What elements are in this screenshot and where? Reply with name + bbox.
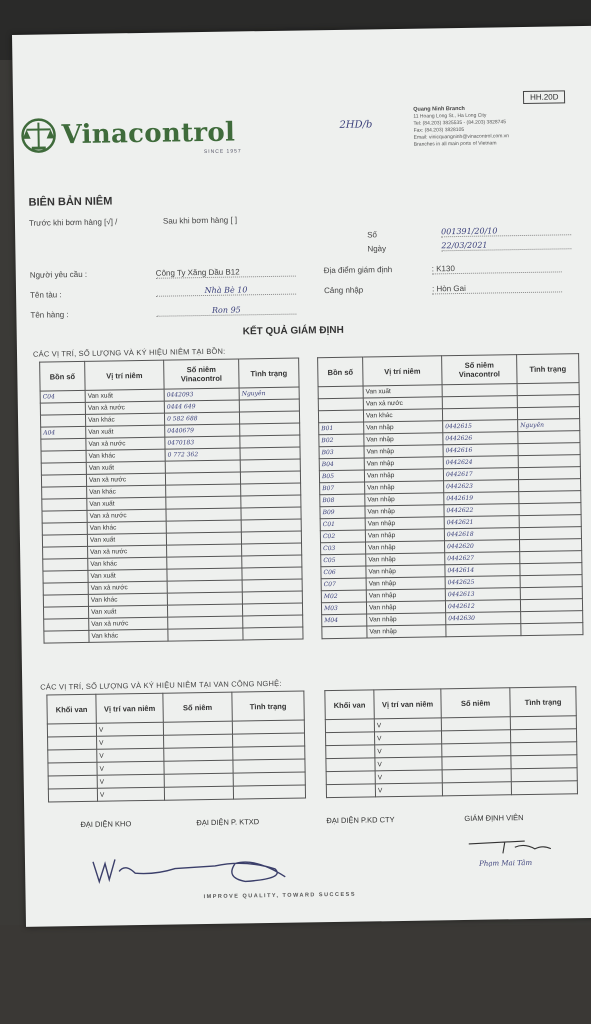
empty-cell xyxy=(511,781,577,795)
seal-number-cell: 0440679 xyxy=(165,424,240,437)
status-cell xyxy=(517,407,579,420)
branch-line: Branches in all main ports of Vietnam xyxy=(413,140,497,148)
valve-mark-cell: V xyxy=(375,757,442,771)
empty-cell xyxy=(48,775,97,789)
status-cell xyxy=(518,443,580,456)
empty-cell xyxy=(442,769,511,783)
requester-label: Người yêu cầu : xyxy=(29,269,88,280)
seal-position-cell: Van xả nước xyxy=(86,437,165,450)
seal-position-cell: Van nhập xyxy=(366,589,445,602)
seal-number-cell: 0442614 xyxy=(445,564,520,577)
col-header: Vị trí van niêm xyxy=(374,689,441,719)
tank-number-cell xyxy=(318,386,363,399)
sig-label-warehouse: ĐẠI DIỆN KHO xyxy=(80,819,132,830)
empty-cell xyxy=(325,719,374,733)
seal-position-cell: Van nhập xyxy=(366,565,445,578)
tank-number-cell xyxy=(41,450,86,463)
seal-position-cell: Van khác xyxy=(87,521,166,534)
empty-cell xyxy=(326,771,375,785)
since-label: SINCE 1957 xyxy=(203,148,242,156)
seal-number-cell: 0 582 688 xyxy=(164,412,239,425)
seal-position-cell: Van xả nước xyxy=(88,581,167,594)
tank-number-cell xyxy=(322,626,367,639)
seal-position-cell: Van xả nước xyxy=(363,397,442,410)
branch-info xyxy=(413,105,509,148)
status-cell xyxy=(240,459,300,472)
status-cell xyxy=(520,575,582,588)
tank-number-cell: M02 xyxy=(321,590,366,603)
valve-mark-cell: V xyxy=(375,770,442,784)
tank-number-cell: C04 xyxy=(40,390,85,403)
valve-mark-cell: V xyxy=(97,735,164,749)
tank-number-cell xyxy=(42,510,87,523)
status-cell xyxy=(241,483,301,496)
seal-position-cell: Van xả nước xyxy=(85,401,164,414)
seal-position-cell: Van khác xyxy=(363,409,442,422)
sig-label-ktxd: ĐẠI DIỆN P. KTXD xyxy=(196,817,260,828)
empty-cell xyxy=(233,733,305,747)
signature-warehouse xyxy=(85,839,306,897)
seal-position-cell: Van khác xyxy=(88,557,167,570)
empty-cell xyxy=(510,729,576,743)
seal-number-cell: 0442624 xyxy=(443,456,518,469)
form-code-badge: HH.20D xyxy=(523,90,566,104)
valve-mark-cell: V xyxy=(374,731,441,745)
tank-number-cell: B08 xyxy=(320,494,365,507)
seal-position-cell: Van xuất xyxy=(363,385,442,398)
seal-position-cell: Van nhập xyxy=(365,517,444,530)
so-value: 001391/20/10 xyxy=(441,225,571,237)
tank-number-cell xyxy=(42,522,87,535)
empty-cell xyxy=(511,755,577,769)
goods-label: Tên hàng : xyxy=(30,310,69,320)
goods-value: Ron 95 xyxy=(156,305,296,317)
seal-position-cell: Van khác xyxy=(89,629,168,642)
tech-section-title: CÁC VỊ TRÍ, SỐ LƯỢNG VÀ KÝ HIỆU NIÊM TẠI VAN CÔNG NGHỆ: xyxy=(40,678,282,692)
col-header: Bồn số xyxy=(318,357,363,387)
col-header: Số niêm xyxy=(163,692,232,722)
tank-number-cell: B07 xyxy=(320,482,365,495)
tank-number-cell xyxy=(43,594,88,607)
status-cell xyxy=(517,383,579,396)
seal-position-cell: Van nhập xyxy=(365,493,444,506)
empty-cell xyxy=(442,743,511,757)
status-cell xyxy=(519,539,581,552)
empty-cell xyxy=(48,749,97,763)
status-cell xyxy=(240,447,300,460)
location-label: Địa điểm giám định xyxy=(323,265,393,276)
form-title: BIÊN BẢN NIÊM xyxy=(28,195,113,209)
seal-number-cell: 0 772 362 xyxy=(165,448,240,461)
seal-position-cell: Van xả nước xyxy=(88,545,167,558)
col-header: Khối van xyxy=(47,694,96,724)
sig-label-inspector: GIÁM ĐỊNH VIÊN xyxy=(464,813,524,823)
company-name: Vinacontrol xyxy=(61,117,236,151)
col-header: Khối van xyxy=(325,690,374,720)
col-header: Vị trí van niêm xyxy=(96,693,163,723)
empty-cell xyxy=(511,768,577,782)
seal-position-cell: Van xuất xyxy=(87,497,166,510)
seal-position-cell: Van nhập xyxy=(365,505,444,518)
status-cell xyxy=(239,411,299,424)
tank-number-cell: B02 xyxy=(319,434,364,447)
footer-slogan: IMPROVE QUALITY, TOWARD SUCCESS xyxy=(203,891,357,901)
empty-cell xyxy=(164,786,233,800)
empty-cell xyxy=(325,732,374,746)
tank-number-cell xyxy=(43,606,88,619)
tank-number-cell: M03 xyxy=(321,602,366,615)
status-cell xyxy=(519,527,581,540)
valve-mark-cell: V xyxy=(374,718,441,732)
empty-cell xyxy=(326,784,375,798)
empty-cell xyxy=(164,734,233,748)
requester-value: Công Ty Xăng Dầu B12 xyxy=(156,267,296,279)
tank-number-cell: C02 xyxy=(320,530,365,543)
tank-number-cell xyxy=(42,486,87,499)
seal-position-cell: Van xuất xyxy=(88,605,167,618)
tank-number-cell: B04 xyxy=(319,458,364,471)
port-value: : Hòn Gai xyxy=(432,282,562,294)
tank-number-cell: B03 xyxy=(319,446,364,459)
tank-number-cell: B09 xyxy=(320,506,365,519)
seal-position-cell: Van xả nước xyxy=(87,509,166,522)
tech-table-right xyxy=(324,686,578,798)
location-value: : K130 xyxy=(432,262,562,274)
tank-number-cell xyxy=(43,570,88,583)
tank-number-cell: B01 xyxy=(319,422,364,435)
status-cell xyxy=(520,563,582,576)
empty-cell xyxy=(510,716,576,730)
signer-name: Phạm Mai Tâm xyxy=(479,858,533,868)
col-header: Tình trạng xyxy=(510,687,576,717)
status-cell xyxy=(240,435,300,448)
status-cell xyxy=(241,531,301,544)
seal-position-cell: Van nhập xyxy=(366,577,445,590)
col-header: Tình trạng xyxy=(517,354,579,384)
seal-position-cell: Van xuất xyxy=(87,533,166,546)
desk-background-bottom xyxy=(0,925,591,1024)
branch-line: Fax: (84.203) 3828105 xyxy=(413,126,465,134)
tank-number-cell xyxy=(42,534,87,547)
status-cell xyxy=(518,431,580,444)
tank-number-cell: C07 xyxy=(321,578,366,591)
tank-number-cell xyxy=(44,630,89,643)
status-cell xyxy=(519,515,581,528)
status-cell xyxy=(242,579,302,592)
col-header: Vị trí niêm xyxy=(85,360,164,390)
seal-number-cell: 0442620 xyxy=(444,540,519,553)
tank-number-cell xyxy=(40,414,85,427)
status-cell: Nguyên xyxy=(239,387,299,400)
tank-number-cell: A04 xyxy=(41,426,86,439)
tank-number-cell: B05 xyxy=(319,470,364,483)
empty-cell xyxy=(441,730,510,744)
status-cell xyxy=(242,591,302,604)
seal-position-cell: Van nhập xyxy=(366,541,445,554)
seal-number-cell: 0442612 xyxy=(445,600,520,613)
empty-cell xyxy=(164,773,233,787)
branch-name: Quang Ninh Branch xyxy=(413,105,465,113)
ngay-value: 22/03/2021 xyxy=(441,239,571,251)
status-cell xyxy=(519,479,581,492)
document-page xyxy=(12,26,591,927)
empty-cell xyxy=(47,723,96,737)
status-cell xyxy=(243,627,303,640)
col-header: Tình trạng xyxy=(232,691,304,721)
empty-cell xyxy=(233,759,305,773)
seal-position-cell: Van xả nước xyxy=(86,473,165,486)
seal-number-cell: 0442616 xyxy=(443,444,518,457)
sig-label-kd: ĐẠI DIỆN P.KD CTY xyxy=(326,815,395,826)
tank-number-cell xyxy=(318,410,363,423)
seal-number-cell: 0442093 xyxy=(164,388,239,401)
empty-cell xyxy=(326,745,375,759)
seal-number-cell xyxy=(168,628,243,641)
empty-cell xyxy=(163,721,232,735)
status-cell xyxy=(241,495,301,508)
status-cell xyxy=(241,519,301,532)
tank-number-cell xyxy=(41,438,86,451)
status-cell xyxy=(521,611,583,624)
empty-cell xyxy=(442,756,511,770)
seal-number-cell: 0442618 xyxy=(444,528,519,541)
tech-table-left xyxy=(46,690,306,802)
empty-cell xyxy=(48,788,97,802)
status-cell xyxy=(240,423,300,436)
status-cell xyxy=(240,471,300,484)
col-header: Số niêm Vinacontrol xyxy=(442,355,517,385)
seal-number-cell: 0470183 xyxy=(165,436,240,449)
seal-position-cell: Van nhập xyxy=(365,481,444,494)
seal-number-cell: 0442625 xyxy=(445,576,520,589)
status-cell xyxy=(517,395,579,408)
before-pump-checkbox: Trước khi bơm hàng [√] / xyxy=(28,217,118,228)
tank-number-cell xyxy=(44,618,89,631)
status-cell xyxy=(241,507,301,520)
tank-table-right xyxy=(317,353,583,639)
seal-number-cell: 0442622 xyxy=(444,504,519,517)
branch-line: 11 Hoang Long St., Ha Long City xyxy=(413,112,487,120)
vinacontrol-logo-icon xyxy=(19,116,58,160)
tank-number-cell: C05 xyxy=(321,554,366,567)
valve-mark-cell: V xyxy=(97,761,164,775)
status-cell xyxy=(520,587,582,600)
status-cell xyxy=(519,503,581,516)
seal-position-cell: Van nhập xyxy=(364,421,443,434)
seal-position-cell: Van xả nước xyxy=(89,617,168,630)
tank-number-cell xyxy=(43,582,88,595)
status-cell: Nguyên xyxy=(518,419,580,432)
seal-number-cell: 0442617 xyxy=(443,468,518,481)
seal-position-cell: Van khác xyxy=(86,449,165,462)
seal-position-cell: Van nhập xyxy=(367,625,446,638)
tank-number-cell xyxy=(43,558,88,571)
after-pump-checkbox: Sau khi bơm hàng [ ] xyxy=(162,215,238,226)
empty-cell xyxy=(164,760,233,774)
seal-position-cell: Van xuất xyxy=(88,569,167,582)
vessel-value: Nhà Bè 10 xyxy=(156,285,296,297)
status-cell xyxy=(242,567,302,580)
empty-cell xyxy=(233,785,305,799)
valve-mark-cell: V xyxy=(97,748,164,762)
seal-position-cell: Van nhập xyxy=(364,445,443,458)
tank-number-cell xyxy=(43,546,88,559)
status-cell xyxy=(239,399,299,412)
seal-number-cell: 0442630 xyxy=(446,612,521,625)
tank-number-cell xyxy=(318,398,363,411)
port-label: Cảng nhập xyxy=(323,285,364,296)
seal-position-cell: Van nhập xyxy=(364,457,443,470)
seal-position-cell: Van xuất xyxy=(86,425,165,438)
tank-number-cell xyxy=(42,498,87,511)
seal-position-cell: Van xuất xyxy=(85,389,164,402)
result-title: KẾT QUẢ GIÁM ĐỊNH xyxy=(242,324,344,338)
col-header: Bồn số xyxy=(40,361,85,391)
tank-number-cell xyxy=(41,474,86,487)
col-header: Tình trạng xyxy=(239,358,299,388)
seal-number-cell: 0442615 xyxy=(443,420,518,433)
empty-cell xyxy=(48,762,97,776)
seal-number-cell: 0442619 xyxy=(444,492,519,505)
seal-position-cell: Van nhập xyxy=(365,529,444,542)
valve-mark-cell: V xyxy=(96,722,163,736)
table-row xyxy=(326,781,577,798)
status-cell xyxy=(518,455,580,468)
seal-number-cell: 0442621 xyxy=(444,516,519,529)
empty-cell xyxy=(48,736,97,750)
empty-cell xyxy=(233,772,305,786)
seal-position-cell: Van khác xyxy=(87,485,166,498)
status-cell xyxy=(519,491,581,504)
vessel-label: Tên tàu : xyxy=(30,290,62,300)
empty-cell xyxy=(326,758,375,772)
branch-line: Tel: (84.203) 3825535 - (84.203) 3828745 xyxy=(413,119,507,127)
tank-number-cell: C01 xyxy=(320,518,365,531)
empty-cell xyxy=(233,746,305,760)
tank-number-cell xyxy=(41,462,86,475)
status-cell xyxy=(242,555,302,568)
empty-cell xyxy=(441,717,510,731)
status-cell xyxy=(242,603,302,616)
seal-position-cell: Van khác xyxy=(85,413,164,426)
ngay-label: Ngày xyxy=(367,244,387,254)
status-cell xyxy=(521,623,583,636)
status-cell xyxy=(520,599,582,612)
so-label: Số xyxy=(367,230,378,240)
seal-position-cell: Van nhập xyxy=(364,433,443,446)
seal-position-cell: Van xuất xyxy=(86,461,165,474)
seal-position-cell: Van nhập xyxy=(367,613,446,626)
seal-position-cell: Van nhập xyxy=(366,553,445,566)
seal-position-cell: Van khác xyxy=(88,593,167,606)
seal-number-cell: 0444 649 xyxy=(164,400,239,413)
seal-number-cell: 0442626 xyxy=(443,432,518,445)
seal-number-cell: 0442623 xyxy=(444,480,519,493)
tank-number-cell: C06 xyxy=(321,566,366,579)
table-row xyxy=(48,785,305,802)
valve-mark-cell: V xyxy=(375,783,442,797)
tank-table-left xyxy=(39,358,303,644)
status-cell xyxy=(243,615,303,628)
empty-cell xyxy=(232,720,304,734)
empty-cell xyxy=(511,742,577,756)
tank-number-cell: C03 xyxy=(321,542,366,555)
status-cell xyxy=(518,467,580,480)
tank-section-title: CÁC VỊ TRÍ, SỐ LƯỢNG VÀ KÝ HIỆU NIÊM TẠI BỒN: xyxy=(32,346,226,359)
col-header: Vị trí niêm xyxy=(363,356,442,386)
seal-position-cell: Van nhập xyxy=(364,469,443,482)
status-cell xyxy=(520,551,582,564)
tank-number-cell xyxy=(40,402,85,415)
seal-position-cell: Van nhập xyxy=(366,601,445,614)
empty-cell xyxy=(442,782,511,796)
valve-mark-cell: V xyxy=(97,787,164,801)
seal-number-cell xyxy=(446,624,521,637)
branch-line: Email: vinicquangninh@vinacontrol.com.vn xyxy=(413,133,510,141)
valve-mark-cell: V xyxy=(375,744,442,758)
status-cell xyxy=(242,543,302,556)
valve-mark-cell: V xyxy=(97,774,164,788)
seal-number-cell: 0442627 xyxy=(445,552,520,565)
empty-cell xyxy=(164,747,233,761)
tank-number-cell: M04 xyxy=(322,614,367,627)
seal-number-cell: 0442613 xyxy=(445,588,520,601)
col-header: Số niêm xyxy=(441,688,510,718)
handwritten-mark: 2HD/b xyxy=(339,119,373,131)
col-header: Số niêm Vinacontrol xyxy=(164,359,239,389)
